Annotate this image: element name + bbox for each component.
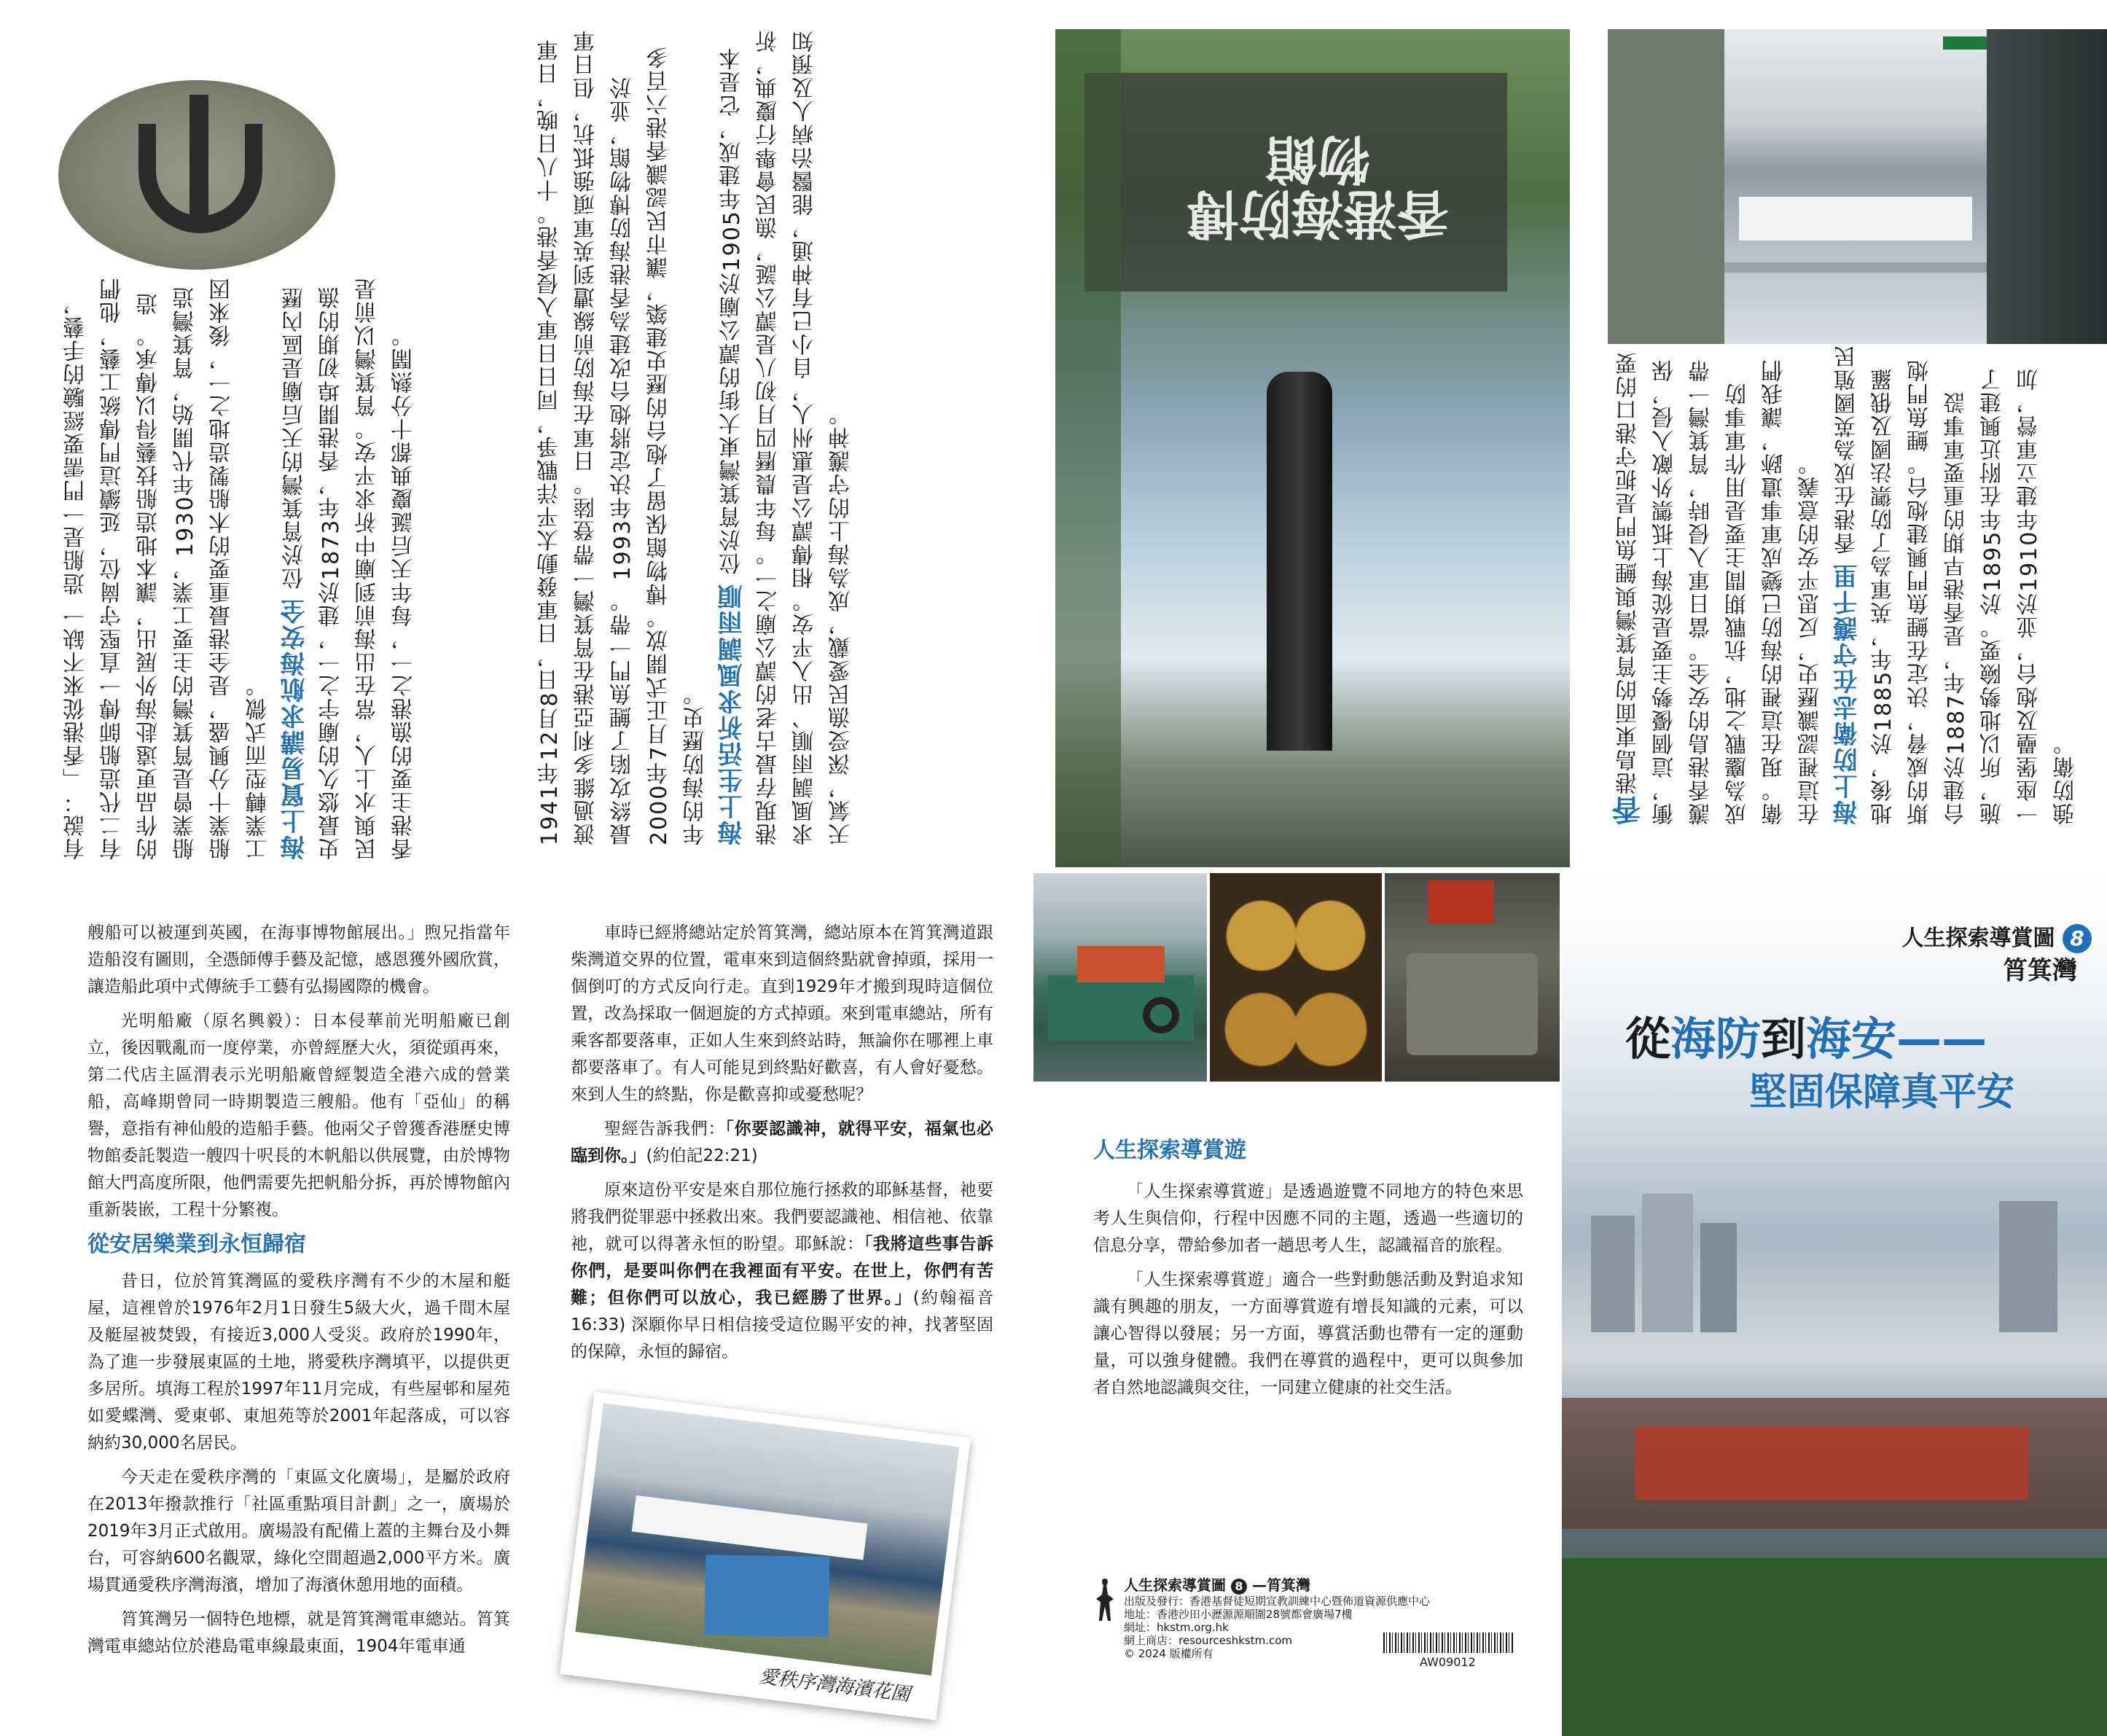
colophon-logo-icon	[1092, 1577, 1118, 1628]
product-code: AW09012	[1420, 1655, 1476, 1669]
intro-paragraph-1: 「人生探索導賞遊」是透過遊覽不同地方的特色來思考人生與信仰，行程中因應不同的主題，透過一些適切的信息分享，帶給參加者一趟思考人生，認識福音的旅程。	[1093, 1182, 1523, 1255]
left-paragraph-3: 筲箕灣另一個特色地標，就是筲箕灣電車總站。筲箕灣電車總站位於港島電車線最東面，1904年電車通	[87, 1610, 510, 1656]
top-right-paragraph-2: 香港在成為英國殖民地後，於1885年，英軍為了防禦法國及俄羅斯的威脅，決定在鯉魚門興建炮台。鯉魚門炮台建於1887年，是香港早期的重要軍事設施，所以地勢險要。於1895年在附近興建了一座堡壘及炮台，並於1910年建立軍營，加強防衛。	[1834, 344, 2079, 825]
barcode	[1383, 1633, 1514, 1653]
middle-paragraph-3a: 原來這份平安是來自那位施行拯救的耶穌基督，祂要將我們從罪惡中拯救出來。我們要認識祂、相信祂、依靠祂，就可以得著永恒的盼望。耶穌說：	[571, 1181, 993, 1254]
top-middle-text-column	[532, 29, 1035, 845]
cover-title-part-4: 海安	[1806, 1012, 1897, 1066]
left-paragraph-intro: 艘船可以被運到英國，在海事博物館展出。」煦兄指當年造船沒有圖則，全憑師傅手藝及記憶，感恩獲外國欣賞，讓造船此項中式傳統手工藝有弘揚國際的機會。	[87, 923, 510, 996]
top-left-text-column	[58, 277, 510, 860]
top-right-paragraph-1: 港島東面的筲箕灣與鯉魚門是扼守港口的要衝，這個優勢主要是從海上抵禦外敵入侵，保護香港島的安全。當日軍入侵時，筲箕灣一帶成為鏖戰之地，抗戰期間主要是用作軍事防衛。現在這裡的海防已變成軍事遺跡，讓我們在這裡認識歷史，反思平安的意義。	[1616, 351, 1823, 825]
colophon-title: 人生探索導賞圖	[1124, 1576, 1226, 1594]
john-quote: 「我將這些事告訴你們，是要叫你們在我裡面有平安。在世上，你們有苦難；但你們可以放心，我已經勝了世界。」	[571, 1235, 993, 1307]
left-paragraph-guangming: 光明船廠（原名興毅）：日本侵華前光明船廠已創立，後因戰亂而一度停業，亦曾經歷大火，須從頭再來，第二代店主區渭表示光明船廠曾經製造全港六成的營業船，高峰期曾同一時期製造三艘船。他有「亞仙」的稱譽，意指有神仙般的造船手藝。他兩父子曾獲香港歷史博物館委託製造一艘四十呎長的木帆船以供展覽，由於博物館大門高度所限，他們需要先把帆船分拆，再於博物館內重新裝嵌，工程十分繁複。	[87, 1012, 510, 1219]
left-paragraph-2: 今天走在愛秩序灣的「東區文化廣場」，是屬於政府在2013年撥款推行「社區重點項目計劃」之一，廣場於2019年3月正式啟用。廣場設有配備上蓋的主舞台及小舞台，可容納600名觀眾，綠化空間超過2,000平方米。廣場貫通愛秩序灣海濱，增加了海濱休憩用地的面積。	[87, 1468, 510, 1595]
colophon-address: 地址：香港沙田小瀝源源順圍28號都會廣場7樓	[1124, 1608, 1353, 1621]
cover-title-part-5: ——	[1896, 1012, 1987, 1066]
top-middle-heading: 海上生活祈求風調雨順	[718, 583, 747, 845]
colophon-copyright: © 2024 版權所有	[1124, 1647, 1213, 1660]
coastal-defence-museum-photo: 香港海防博物館	[1055, 29, 1570, 867]
colophon-shop: 網上商店：resourceshkstm.com	[1124, 1634, 1292, 1647]
middle-column	[571, 920, 993, 1372]
top-left-paragraph-2: 造船業曾是筲箕灣的主要工業，1930年代開始，筲箕灣造船業十分興盛，是全港最重要的木船製造地之一，後來因工業轉型而式微。	[136, 277, 271, 860]
middle-paragraph-3	[571, 1177, 993, 1366]
cover-title-line-1	[1625, 1003, 2092, 1066]
drop-cap: 香	[1612, 794, 1646, 825]
photo-caption: 愛秩序灣海濱花園	[757, 1665, 912, 1706]
cover-number-badge: 8	[2063, 924, 2092, 953]
top-middle-paragraph-1: 1941年12月8日，日軍發動太平洋戰爭，同日日軍入侵香港。十八日晚，日軍渡過維多利亞港在筲箕灣一帶登陸。日軍在海防前線遭到英軍頑強抵抗，但日軍最終攻陷了鯉魚門一帶。	[537, 29, 636, 845]
bible-quote: 「你要認識神，就得平安，福氣也必臨到你。」	[571, 1119, 993, 1165]
top-right-text-column	[1611, 344, 2099, 825]
colophon-place: —筲箕灣	[1251, 1576, 1310, 1594]
harbour-city-photo	[1608, 29, 2107, 344]
cover-title-line-2: 堅固保障真平安	[1749, 1071, 2015, 1114]
top-left-paragraph-1: 位於筲箕灣的天后廟是區內歷史最悠久的廟宇之一，建於1873年，香港開埠初期的漁民與水上人，常在出海前到廟中祈求平安。筲箕灣以前是香港主要的漁港之一，每年天后誕慶典都十分熱鬧。	[282, 277, 417, 860]
intro-heading: 人生探索導賞遊	[1093, 1138, 1246, 1163]
top-left-quote: 有說：「香港從來不缺一	[63, 603, 89, 860]
cover-place: 筲箕灣	[2003, 956, 2077, 985]
left-paragraph-1: 昔日，位於筲箕灣區的愛秩序灣有不少的木屋和艇屋，這裡曾於1976年2月1日發生5級大火，過千間木屋及艇屋被焚毀，有接近3,000人受災。政府於1990年，為了進一步發展東區的土地，將愛秩序灣填平，以提供更多居所。填海工程於1997年11月完成，有些屋邨和屋苑如愛蝶灣、愛東邨、東旭苑等於2001年起落成，可以容納約30,000名居民。	[87, 1272, 510, 1452]
top-right-heading: 海上防衛志在守護千里	[1833, 563, 1862, 825]
top-middle-paragraph-3: 位於筲箕灣東大街的譚公廟於1905年建成，它是本港現存最古老的譚公廟之一。每年農曆四月初八是譚公誕，漁民會舉行慶典，祈求風調雨順、出入平安。相傳譚公是惠州人，自小已有神通，能醫治病人及預知天氣，深受漁民愛戴，成為海上的守護神。	[719, 29, 854, 845]
colophon-publisher: 出版及發行：香港基督徒短期宣教訓練中心暨佈道資源供應中心	[1124, 1595, 1431, 1608]
intro-column	[1093, 1137, 1523, 1443]
cover-title-part-1: 從	[1625, 1012, 1671, 1066]
bible-ref: (約伯記22:21)	[646, 1146, 758, 1165]
colophon-number: 8	[1231, 1579, 1247, 1595]
tilted-photo-frame	[560, 1392, 971, 1720]
left-heading: 從安居樂業到永恒歸宿	[87, 1232, 306, 1257]
middle-paragraph-1: 車時已經將總站定於筲箕灣，總站原本在筲箕灣道跟柴灣道交界的位置，電車來到這個終點就會掉頭，採用一個倒叮的方式反向行走。直到1929年才搬到現時這個位置，改為採取一個迴旋的方式掉頭。來到電車總站，所有乘客都要落車，正如人生來到終站時，無論你在哪裡上車都要落車了。有人可能見到終點好歡喜，有人會好憂愁。來到人生的終點，你是歡喜抑或憂愁呢？	[571, 923, 993, 1104]
intro-paragraph-2: 「人生探索導賞遊」適合一些對動態活動及對追求知識有興趣的朋友，一方面導賞遊有增長知識的元素，可以讓心智得以發展；另一方面，導賞活動也帶有一定的運動量，可以強身健體。我們在導賞的過程中，更可以與參加者自然地認識與交往，一同建立健康的社交生活。	[1093, 1270, 1523, 1397]
top-middle-paragraph-2: 1993年決定將炮台改建為香港海防博物館，並於2000年7月正式開放。博物館保留了炮台的歷史建築，讓市民認識香港六百多年的海防歷史。	[610, 45, 708, 845]
anchor-photo	[58, 80, 335, 270]
cover-title-part-2: 海防	[1670, 1012, 1762, 1066]
engine-workshop-photo	[1385, 873, 1560, 1082]
cover-series-text: 人生探索導賞圖	[1901, 926, 2055, 951]
fishing-boat-photo	[1033, 873, 1207, 1082]
top-left-paragraph-3: 造船是一門需要經驗的手藝，有二代造船師傅一直堅守崗位，延續這門傳統工藝，他們的作品更遠赴海外展出，讓本地造船技藝得以傳承。	[63, 277, 162, 860]
incense-coils-photo	[1210, 873, 1382, 1082]
waterfront-garden-photo	[575, 1403, 959, 1676]
colophon	[1092, 1576, 1544, 1670]
top-left-heading: 海上貿易講求航海安全	[281, 598, 310, 860]
middle-paragraph-3b: (約翰福音16:33) 深願你早日相信接受這位賜平安的神，找著堅固的保障，永恒的歸宿。	[571, 1289, 993, 1361]
colophon-website: 網址：hkstm.org.hk	[1124, 1621, 1229, 1634]
cover-title-part-3: 到	[1761, 1012, 1807, 1066]
middle-paragraph-2	[571, 1116, 993, 1170]
left-column	[87, 920, 510, 1721]
bible-intro: 聖經告訴我們：	[604, 1119, 726, 1138]
